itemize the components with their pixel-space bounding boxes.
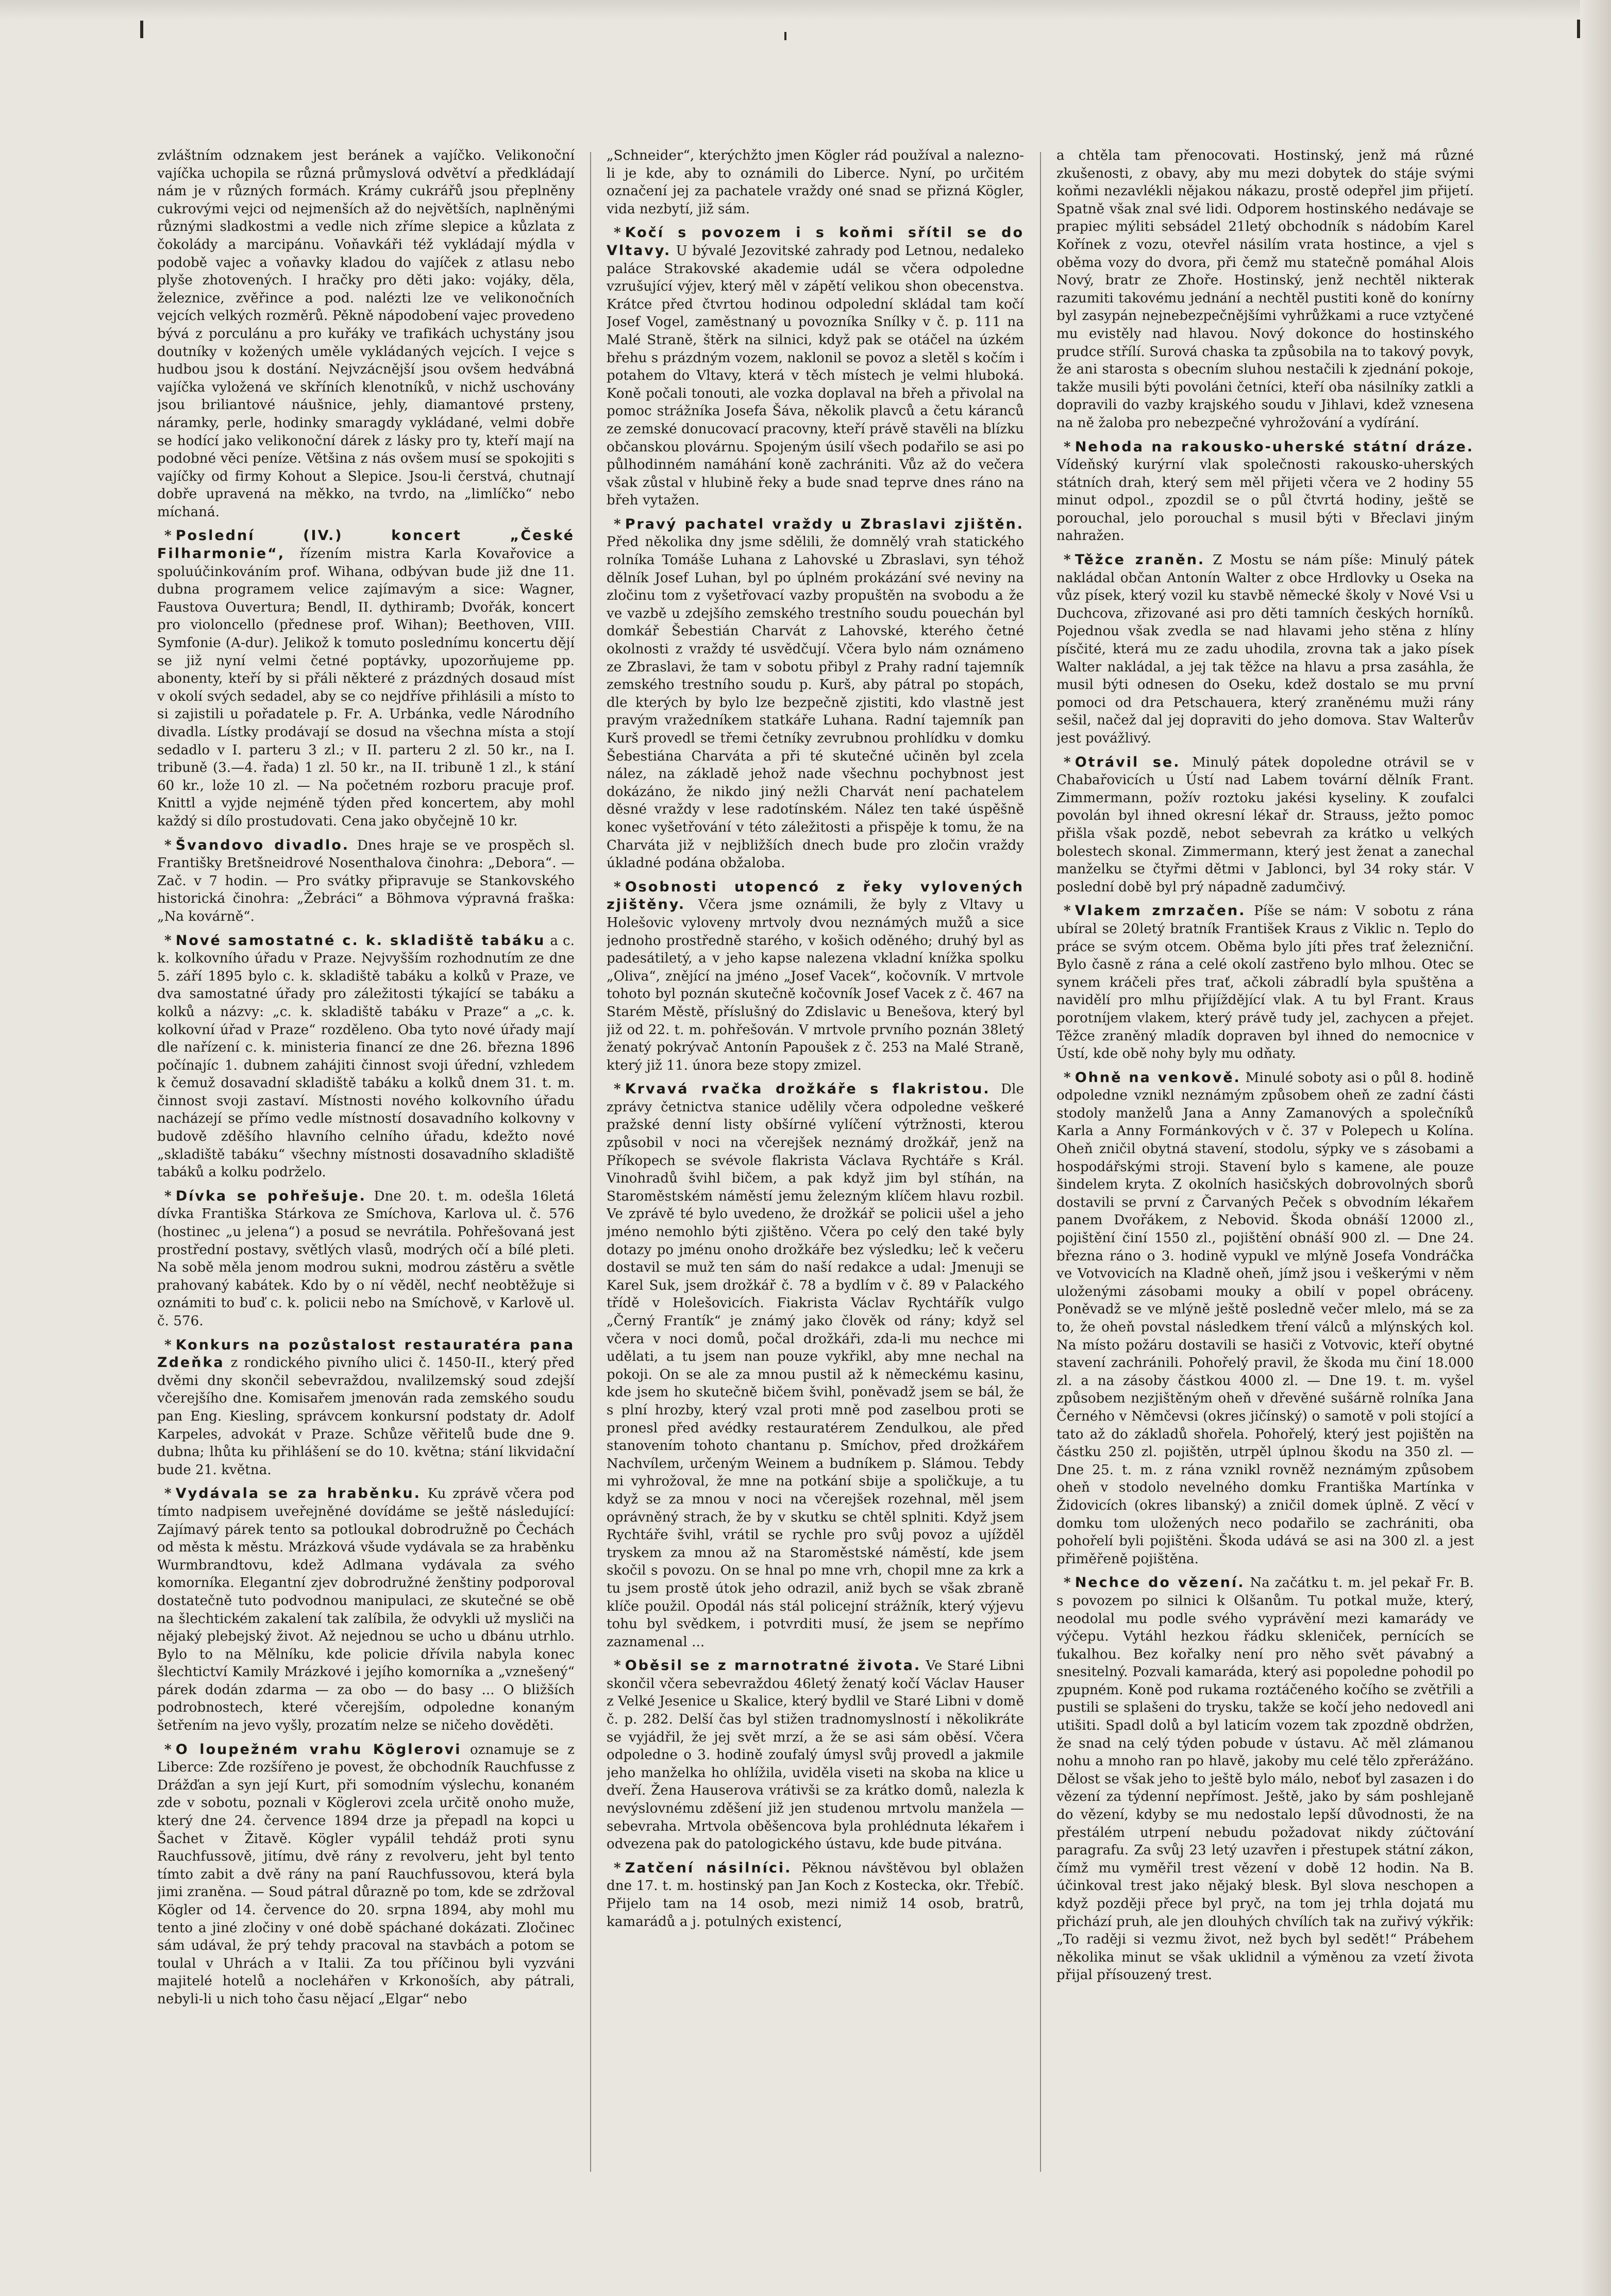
news-headline: Zatčení násilníci.: [625, 1860, 792, 1876]
news-headline: Vlakem zmrzačen.: [1075, 903, 1246, 919]
item-asterisk: *: [1064, 1575, 1071, 1591]
news-text: Minulé soboty asi o půl 8. hodině odpoledne vznikl neznámým způsobem oheň ze zadní části stodoly manželů Jana a Anny Zamanových a společníků Karla a Anny Formánkových v č. 37 v Polepech u Kolína. Oheň zničil obytná stavení, stodolu, sýpky ve s zásobami a hospodářskými stroji. Stavení bylo s kamene, ale pouze šindelem kryta. Z okolních hasičských dobrovolných sborů dostavili se první z Čarvaných Peček s obvodním lékařem panem Dvořákem, z Nebovid. Škoda obnáší 12000 zl., pojištění činí 1550 zl., pojištění obnáší 900 zl. — Dne 24. března ráno o 3. hodině vypukl ve mlýně Josefa Vondráčka ve Votvovicích na Kladně oheň, jímž jsou i veškerými v něm uloženými zásobami mouky a obilí v popel obráceny. Poněvadž se ve mlýně ještě posledně večer mlelo, má se za to, že oheň povstal následkem tření válců a mlýnských kol. Na místo požáru dostavili se hasiči z Votvovic, kteří obytné stavení zachránili. Pohořelý pravil, že škoda mu činí 18.000 zl. a na zásoby částkou 4000 zl. — Dne 19. t. m. vyšel způsobem nezjištěným oheň v dřevěné sušárně rolníka Jana Černého v Němčevsi (okres jičínský) o samotě v poli stojící a tato až do základů shořela. Pohořelý, který jest pojištěn na částku 250 zl. pojištěn, utrpěl úplnou škodu na 350 zl. — Dne 25. t. m. z rána vznikl rovněž neznámým způsobem oheň v stodolo nevelného domku Františka Martínka v Židovicích (okres libanský) a zničil domek úplně. Z věcí v domku tom uložených neco podařilo se zachrániti, oba pohořelí byli pojištěni. Škoda udává se asi na 300 zl. a jest přiměřeně pojištěna.: [1056, 1070, 1474, 1567]
news-text: Včera jsme oznámili, že byly z Vltavy u Holešovic vyloveny mrtvoly dvou neznámých mužů a sice jednoho prostředně starého, v košich oděného; druhý byl as padesátiletý, a v jeho kapse nalezena vkladní knížka spolku „Oliva“, znějící na jméno „Josef Vacek“, kočovník. V mrtvole tohoto byl poznán skutečně kočovník Josef Vacek z č. 467 na Starém Městě, příslušný do Zdislavic u Benešova, který byl již od 22. t. m. pohřešován. V mrtvole prvního poznán 38letý ženatý pokrývač Antonín Papoušek z č. 253 na Malé Straně, který již 11. února beze stopy zmizel.: [607, 897, 1024, 1073]
item-asterisk: *: [614, 516, 621, 532]
scan-mark-right: [1577, 20, 1580, 38]
news-item: [1056, 438, 1474, 546]
news-item: [157, 1188, 575, 1330]
news-paragraph: [607, 1081, 1024, 1651]
news-headline: Krvavá rvačka drožkáře s flakristou.: [625, 1081, 991, 1098]
news-paragraph: [607, 224, 1024, 510]
news-headline: Kočí s povozem i s koňmi sřítil se do Vltavy.: [607, 225, 1024, 259]
item-asterisk: *: [1064, 552, 1071, 568]
news-item: [1056, 754, 1474, 897]
scan-mark-left: [140, 21, 143, 38]
news-paragraph: [1056, 1069, 1474, 1568]
item-asterisk: *: [614, 879, 621, 895]
news-headline: Otrávil se.: [1075, 754, 1181, 770]
news-paragraph: [607, 1860, 1024, 1931]
news-headline: Nové samostatné c. k. skladiště tabáku: [175, 932, 546, 949]
news-text: Dnes hraje se ve prospěch sl. Františky Bretšneidrové Nosenthalova činohra: „Debora“. — Zač. v 7 hodin. — Pro svátky připravuje se Stankovského historická činohra: „Žebráci“ a Böhmova výpravná fraška: „Na kovárně“.: [157, 837, 575, 924]
news-text: Minulý pátek dopoledne otrávil se v Chabařovicích u Ústí nad Labem tovární dělník Frant. Zimmermann, požív roztoku jakési kyseliny. K zoufalci povolán byl ihned okresní lékař dr. Strauss, ježto pomoc přišla však pozdě, nebot sebevrah za krátko u velkých bolestech skonal. Zimmermann, který jest ženat a zanechal manželku se čtyřmi dětmi v Jablonci, byl 34 roky stár. V poslední době byl prý nápadně zadumčivý.: [1056, 754, 1474, 895]
news-headline: Poslední (IV.) koncert „České Filharmonie“,: [157, 528, 575, 562]
news-headline: Osobnosti utopencó z řeky vylovených zjištěny.: [607, 879, 1024, 913]
column-1: [157, 147, 575, 2185]
item-asterisk: *: [164, 837, 172, 853]
news-paragraph: [607, 879, 1024, 1075]
news-headline: Pravý pachatel vraždy u Zbraslavi zjištěn.: [625, 516, 1024, 532]
news-headline: Ohně na venkově.: [1075, 1069, 1241, 1086]
news-paragraph: [157, 1337, 575, 1479]
news-item: [157, 1337, 575, 1479]
news-headline: Těžce zraněn.: [1075, 552, 1205, 568]
news-headline: Švandovo divadlo.: [175, 837, 350, 853]
item-asterisk: *: [164, 1188, 172, 1204]
news-paragraph: [157, 1741, 575, 2008]
news-text: „Schneider“, kterýchžto jmen Kögler rád používal a nalezno-li je kde, aby to oznámili do Liberce. Nyní, po určitém označení jej za pachatele vraždy oné snad se přizná Kögler, vida nezbytí, již sám.: [607, 148, 1024, 217]
news-paragraph: [1056, 438, 1474, 546]
news-text: a c. k. kolkovního úřadu v Praze. Nejvyšším rozhodnutím ze dne 5. září 1895 bylo c. k. skladiště tabáku a kolků v Praze, ve dva samostatné úřady pro záležitosti týkající se tabáku a kolků a názvy: „c. k. skladiště tabáku v Praze“ a „c. k. kolkovní úřad v Praze“ rozděleno. Oba tyto nové úřady mají dle nařízení c. k. ministeria financí ze dne 26. března 1896 počínajíc 1. dubnem zahájiti činnost svoji úřední, vzhledem k čemuž dosavadní skladiště tabáku a kolků dnem 31. t. m. činnost svoji zastaví. Místnosti nového kolkovního úřadu nacházejí se přímo vedle místností dosavadního kolkovny v budově zděšího hlavního celního úřadu, kdežto nové „skladiště tabáku“ všechny místnosti dosavadního skladiště tabáků a kolku podrželo.: [157, 933, 575, 1180]
news-text: Ve Staré Libni skončil včera sebevraždou 46letý ženatý kočí Václav Hauser z Velké Jesenice u Skalice, který bydlil ve Staré Libni v domě č. p. 282. Delší čas byl stižen tradnomyslností i několikráte se vyjádřil, že jej svět mrzí, a že se asi sám oběsí. Včera odpoledne o 3. hodině zoufalý úmysl svůj provedl a jakmile jeho manželka ho ohlížila, uviděla viseti na skoba na klice u dveří. Žena Hauserova vrátivši se za krátko domů, nalezla k nevýslovnému zděšení již jen studenou mrtvolu manžela — sebevraha. Mrtvola oběšencova byla prohlédnuta lékařem i odvezena pak do patologického ústavu, kde bude pitvána.: [607, 1658, 1024, 1852]
news-paragraph: [157, 837, 575, 926]
news-paragraph: [157, 147, 575, 521]
news-text: Dne 20. t. m. odešla 16letá dívka Františka Stárkova ze Smíchova, Karlova ul. č. 576 (hostinec „u jelena“) a posud se nevrátila. Pohřešovaná jest prostřední postavy, světlých vlasů, modrých očí a bílé pleti. Na sobě měla jenom modrou sukni, modrou zástěru a světle prahovaný kabátek. Kdo by o ní věděl, nechť neobtěžuje si oznámiti to buď c. k. policii nebo na Smíchově, v Karlově ul. č. 576.: [157, 1188, 575, 1329]
item-asterisk: *: [1064, 903, 1071, 919]
column-rule: [1040, 152, 1041, 2172]
news-item: [157, 147, 575, 521]
news-item: [157, 1741, 575, 2008]
news-item: [1056, 1574, 1474, 1984]
news-item: [607, 879, 1024, 1075]
news-text: zvláštním odznakem jest beránek a vajíčko. Velikonoční vajíčka uchopila se různá průmyslová odvětví a předkládají nám je v různých formách. Krámy cukrářů jsou přeplněny cukrovými vejci od nejmenších až do největších, naplněnými různými sladkostmi a vedle nich zříme slepice a kůzlata z čokolády a marcipánu. Voňavkáři též vykládají mýdla v podobě vajec a voňavky kladou do vajíček z atlasu nebo plyše zhotovených. I hračky pro děti jako: vojáky, děla, železnice, zvěřince a pod. nalézti lze ve velikonočních vejcích velkých rozměrů. Pěkně nápodobení vajec provedeno bývá z porculánu a pro kuřáky ve trafikách uchystány jsou doutníky v kožených uměle vykládaných vejcích. I vejce s hudbou jsou k dostání. Nejvzácnější jsou ovšem hedvábná vajíčka vyložená ve skříních klenotníků, v nichž uschovány jsou briliantové náušnice, jehly, diamantové prsteny, náramky, perle, hodinky smaragdy vykládané, velmi dobře se hodící jako velikonoční dárek z lásky pro ty, kteří mají na podobné věci peníze. Většina z nás ovšem musí se spokojiti s vajíčky od firmy Kohout a Slepice. Jsou-li čerstvá, chutnají dobře upravená na měkko, na tvrdo, na „limlíčko“ nebo míchaná.: [157, 148, 575, 520]
column-rule: [590, 152, 591, 2172]
news-paragraph: [1056, 551, 1474, 748]
news-paragraph: [1056, 902, 1474, 1062]
news-text: Ku zprávě včera pod tímto nadpisem uveřejněné dovídáme se ještě následující: Zajímavý párek tento sa potloukal dobrodružně po Čechách od města k městu. Mrázková všude vydávala se za hraběnku Wurmbrandtovu, kdež Adlmana vydávala za svého komorníka. Elegantní zjev dobrodružné ženštiny podporoval dostatečně tuto podvodnou manipulaci, ze skutečné se obě na šlechtickém zakalení tak zalíbila, že odvykli už mysliči na nějaký plebejský život. Až nejednou se ucho u dbánu utrhlo. Bylo to na Mělníku, kde policie dřívila nabyla konec šlechtictví Kamily Mrázkové i jejího komorníka a „vznešený“ párek dodán zdarma — za obo — do basy ... O bližších podrobnostech, které včerejším, odpoledne konaným šetřením na jevo vyšly, prozatím nelze se ničeho dověděti.: [157, 1486, 575, 1734]
scan-edge-top: [0, 0, 1611, 21]
item-asterisk: *: [614, 225, 621, 241]
news-item: [1056, 1069, 1474, 1568]
news-paragraph: [157, 1188, 575, 1330]
news-item: [157, 932, 575, 1181]
news-item: [1056, 551, 1474, 748]
news-item: [607, 224, 1024, 510]
news-headline: Vydávala se za hraběnku.: [175, 1485, 421, 1502]
news-paragraph: [1056, 1574, 1474, 1984]
scan-mark-center: [784, 32, 786, 40]
news-paragraph: [607, 147, 1024, 218]
news-item: [1056, 147, 1474, 432]
column-2: [607, 147, 1024, 2185]
news-paragraph: [607, 1657, 1024, 1853]
news-paragraph: [607, 516, 1024, 872]
item-asterisk: *: [1064, 754, 1071, 770]
item-asterisk: *: [164, 1742, 172, 1758]
news-headline: Oběsil se z marnotratné života.: [625, 1658, 921, 1674]
news-text: Píše se nám: V sobotu z rána ubíral se 20letý bratník František Kraus z Viklic n. Teplo do práce se svým otcem. Oběma bylo jíti přes trať železniční. Bylo časně z rána a celé okolí zastřeno bylo mlhou. Otec se synem kráčeli přes trať, ačkoli zábradlí byla spuštěna a navidělí pro mlhu přijíždějící vlak. A tu byl Frant. Kraus porotníjem vlakem, který právě tudy jel, zachycen a přejet. Těžce zraněný mladík dopraven byl ihned do nemocnice v Ústí, kde obě nohy byly mu odňaty.: [1056, 903, 1474, 1062]
item-asterisk: *: [164, 933, 172, 949]
news-item: [1056, 902, 1474, 1062]
news-text: a chtěla tam přenocovati. Hostinský, jenž má různé zkušenosti, z obavy, aby mu mezi dobytek do stáje svými koňmi nezavlékli nějakou nákazu, prostě odepřel jim přijetí. Spatně však znal své lidi. Odporem hostinského nedávaje se prapiec mýliti sebsádel 21letý obchodník s nádobím Karel Kořínek z vozu, otevřel násilím vrata hostince, a vjel s oběma vozy do dvora, při čemž mu statečně pomáhal Alois Nový, bratr ze Zhoře. Hostinský, jenž nechtěl nikterak razumiti takovému jednání a nechtěl pustiti koně do konírny byl zasypán nejnebezpečnějšími vyhrůžkami a ruce vztyčené mu evistěly nad hlavou. Nový dokonce do hostinského prudce střílí. Surová chaska ta způsobila na to takový povyk, že ani starosta s obecním sluhou nestačili k zjednání pokoje, takže musili býti povoláni četníci, kteří oba násilníky zatkli a dopravili do vazby krajského soudu v Jihlavi, kdež vznesena na ně žaloba pro nebezpečné vyhrožování a vydírání.: [1056, 148, 1474, 431]
news-item: [157, 527, 575, 830]
news-text: Z Mostu se nám píše: Minulý pátek nakládal občan Antonín Walter z obce Hrdlovky u Oseka na vůz písek, který vozil ku stavbě německé školy v Nové Vsi u Duchcova, zřizované asi pro děti tamních českých horníků. Pojednou však zvedla se nad hlavami jeho stěna z hlíny písčité, která mu ze zadu uhodila, zrovna tak a jako písek Walter nakládal, a jej tak těžce na hlavu a prsa zasáhla, že musil býti odnesen do Oseku, kdež dostalo se mu první pomoci od dra Petschauera, který zraněnému muži rány sešil, načež dal jej dopraviti do jeho domova. Stav Walterův jest povážlivý.: [1056, 552, 1474, 746]
news-text: Na začátku t. m. jel pekař Fr. B. s povozem po silnici k Olšanům. Tu potkal muže, který, neodolal mu podle svého vyprávění mezi kamarády ve výčepu. Vytáhl hezkou řádku skleniček, pernících se ťukalhou. Bez kořalky není pro něho svět pávabný a snesitelný. Pozvali kamaráda, který asi popoledne pohodil po zpupném. Koně pod rukama roztáčeného kočího se zvětřili a pustili se splašeni do trysku, takže se kočí jeho nedovedl ani utišiti. Spadl dolů a byl laticím vozem tak zpozdně obdržen, že snad na celý týden pobude v ústavu. Ač měl zlámanou nohu a mnoho ran po hlavě, jakoby mu celé tělo zpřerážáno. Dělost se však jeho to ještě bylo málo, neboť byl zasazen i do vězení za týdenní nepřímost. Ještě, jako by sám poshlejaně do vězení, kdyby se mu nedostalo lepší důvodnosti, že na přestálém utrpení nebudu požadovat nikdy zúčtování paragrafu. Za svůj 23 letý uzavřen i přestupek státní zákon, čímž mu vyměřil trest vězení v době 12 hodin. Na B. účinkoval trest jako nějaký blesk. Byl slova neschopen a když později přece byl pryč, na tom jej trhla dojatá mu přichází pruh, ale jen dlouhých chvílích tak na zuřivý výkřik: „To raději si vezmu život, než bych byl sedět!“ Prábehem několika minut se však uklidnil a výměnou za vzetí života přijal přísouzený trest.: [1056, 1575, 1474, 1983]
news-text: řízením mistra Karla Kovařovice a spoluúčinkováním prof. Wihana, odbývan bude již dne 11. dubna programem velice zajímavým a sice: Wagner, Faustova Ouvertura; Bendl, II. dythiramb; Dvořák, koncert pro violoncello (přednese prof. Wihan); Beethoven, VIII. Symfonie (A-dur). Jelikož k tomuto poslednímu koncertu dějí se již nyní velmi četné poptávky, upozorňujeme pp. abonenty, kteří by si přáli některé z prázdných dosaud míst v okolí svých sedadel, aby se co nejdříve přihlásili a místo to si zajistili u pořadatele p. Fr. A. Urbánka, vedle Národního divadla. Lístky prodávají se dosud na všechna místa a stojí sedadlo v I. parteru 3 zl.; v II. parteru 2 zl. 50 kr., na I. tribuně (3.—4. řada) 1 zl. 50 kr., na II. tribuně 1 zl., k stání 60 kr., lože 10 zl. — Na početném rozboru pracuje prof. Knittl a vyjde nejméně týden před koncertem, aby mohl každý si dílo prostudovati. Cena jako obyčejně 10 kr.: [157, 546, 575, 829]
news-headline: O loupežném vrahu Köglerovi: [175, 1741, 462, 1758]
text-area: [157, 147, 1474, 2185]
scan-edge-right: [1580, 0, 1611, 2296]
news-text: Vídeňský kurýrní vlak společnosti rakousko-uherských státních drah, který sem měl přijeti včera ve 2 hodiny 55 minut odpol., zpozdil se o půl čtvrtá hodiny, ještě se porouchal, jelo porouchal s musil býti v Břeclavi jiným nahražen.: [1056, 457, 1474, 544]
item-asterisk: *: [614, 1860, 621, 1876]
item-asterisk: *: [164, 1337, 172, 1353]
news-text: U bývalé Jezovitské zahrady pod Letnou, nedaleko paláce Strakovské akademie udál se včera odpoledne vzrušující výjev, který měl v zápětí velikou shon obecenstva. Krátce před čtvrtou hodinou odpolední skládal tam kočí Josef Vogel, zaměstnaný u povozníka Snílky v č. p. 111 na Malé Straně, štěrk na silnici, když pak se otáčel na úzkém břehu s prázdným vozem, naklonil se povoz a sletěl s kočím i potahem do Vltavy, která v těch místech je velmi hluboká. Koně počali tonouti, ale vozka doplaval na břeh a přivolal na pomoc strážníka Josefa Šáva, několik plavců a četu káranců ze zemské donucovací pracovny, kteří právě stavěli na blízku občanskou plovárnu. Spojeným úsilí všech podařilo se asi po půlhodinném namáhání koně zachrániti. Vůz až do večera však zůstal v hlubině řeky a bude snad teprve dnes ráno na břeh vytažen.: [607, 243, 1024, 509]
news-text: Dle zprávy četnictva stanice udělily včera odpoledne veškeré pražské denní listy obšírné vylíčení výtržnosti, kterou způsobil v noci na včerejšek neznámý drožkář, jenž na Příkopech se svévole flakrista Václava Rychtáře s Král. Vinohradů švihl bičem, a pak když jim byl stíhán, na Staroměstském náměstí jemu železným klíčem hlavu rozbil. Ve zprávě té bylo uvedeno, že drožkář se policii ušel a jeho jméno nemohlo býti zjištěno. Včera po celý den také byly dotazy po jménu onoho drožkáře bez výsledku; leč k večeru dostavil se muž ten sám do naší redakce a udal: Jmenuji se Karel Suk, jsem drožkář č. 78 a bydlím v č. 89 v Palackého třídě v Holešovicích. Fiakrista Václav Rychtářík vulgo „Černý Frantík“ je známý jako člověk od rány; když sel včera v noci domů, počal drožkáři, zda-li mu nechce mi udělati, a tu jsem nan pouze vykřikl, aby mne nechal na pokoji. On se ale za mnou pustil až k německému kasinu, kde jsem ho skutečně bičem švihl, poněvadž jsem se bál, že s plní hrozby, který vzal proti mně pod zaselbou proti se pronesl před avédky restauratérem Zendulkou, ale před stanovením tohoto chantanu p. Smíchov, před drožkářem Nachvílem, určeným Weinem a budníkem p. Slámou. Tebdy mi vyhrožoval, že mne na potkání sbije a spoličkuje, a tu když se za mnou v noci na včerejšek rozehnal, měl jsem oprávněný strach, že by v skutku se chtěl splniti. Když jsem Rychtáře švihl, vrátil se rychle pro svůj povoz a ujížděl tryskem za mnou až na Staroměstské náměstí, kde jsem skočil s povozu. On se hnal po mne vrh, chopil mne za krk a tu jsem prostě útok jeho odrazil, aniž bych se však zbraně klíče použil. Opodál nás stál policejní strážník, který výjevu tohu byl svědkem, i potvrditi musí, že jsem se nepřímo zaznamenal ...: [607, 1082, 1024, 1650]
item-asterisk: *: [614, 1658, 621, 1674]
news-paragraph: [157, 1485, 575, 1734]
news-item: [157, 837, 575, 926]
item-asterisk: *: [1064, 439, 1071, 455]
news-item: [157, 1485, 575, 1734]
news-paragraph: [1056, 754, 1474, 897]
news-item: [607, 516, 1024, 872]
news-headline: Dívka se pohřešuje.: [175, 1188, 366, 1204]
item-asterisk: *: [1064, 1070, 1071, 1086]
news-item: [607, 1657, 1024, 1853]
news-headline: Nehoda na rakousko-uherské státní dráze.: [1075, 438, 1474, 455]
news-text: oznamuje se z Liberce: Zde rozšířeno je povest, že obchodník Rauchfusse z Drážďan a syn její Kurt, při somodním výslechu, konaném zde v sobotu, poznali v Köglerovi zcela určitě onoho muže, který dne 24. července 1894 drze ja přepadl na kopci u Šachet v Žitavě. Kögler vypálil tehdáž proti synu Rauchfussově, jitímu, dvě rány z revolveru, jeht byl tento tímto zabit a dvě rány na paní Rauchfussovou, která byla jimi zraněna. — Soud pátral důrazně po tom, kde se zdržoval Kögler od 14. července do 20. srpna 1894, aby mohl mu tento a jiné zločiny v oné době spáchané dokázati. Zločinec sám udával, že prý tehdy pracoval na stavbách a potom se toulal v Uhrách a v Italii. Za tou příčinou byli vyzváni majitelé hotelů a noclehářen v Krkonoších, aby pátrali, nebyli-li u nich toho času nějací „Elgar“ nebo: [157, 1742, 575, 2007]
news-item: [607, 1860, 1024, 1931]
news-item: [607, 1081, 1024, 1651]
news-text: Pěknou návštěvou byl oblažen dne 17. t. m. hostinský pan Jan Koch z Kostecka, okr. Třebíč. Přijelo tam na 14 osob, mezi nimiž 14 osob, bratrů, kamarádů a j. potulných existencí,: [607, 1860, 1024, 1930]
news-text: z rondického pivního ulici č. 1450-II., který před dvěmi dny skončil sebevraždou, nvalilzemský soud zdejší včerejšího dne. Komisařem jmenován rada zemského soudu pan Eng. Kiesling, správcem konkursní podstaty dr. Adolf Karpeles, advokát v Praze. Schůze věřitelů bude dne 9. dubna; lhůta ku přihlášení se do 10. května; stání likvidační bude 21. května.: [157, 1355, 575, 1478]
news-item: [607, 147, 1024, 218]
news-paragraph: [1056, 147, 1474, 432]
news-paragraph: [157, 527, 575, 830]
news-headline: Nechce do vězení.: [1075, 1575, 1245, 1591]
news-headline: Konkurs na pozůstalost restauratéra pana Zdeňka: [157, 1337, 575, 1371]
item-asterisk: *: [164, 528, 172, 544]
column-3: [1056, 147, 1474, 2185]
item-asterisk: *: [614, 1082, 621, 1098]
item-asterisk: *: [164, 1486, 172, 1502]
news-text: Před několika dny jsme sdělili, že domnělý vrah statického rolníka Tomáše Luhana z Lahovské u Zbraslavi, syn téhož dělník Josef Luhan, byl po úplném prokázání své neviny na zločinu tom z vyšetřovací vazby propuštěn na svobodu a že ve vazbě u zdejšího zemského trestního soudu pouechán byl domkář Šebestián Charvát z Lahovské, kterého četné okolnosti z vraždy té usvědčují. Včera bylo nám oznámeno ze Zbraslavi, že tam v sobotu přibyl z Prahy radní tajemník zemského trestního soudu p. Kurš, aby pátral po stopách, dle kterých by bylo lze bezpečně zjistiti, kdo vlastně jest pravým vražedníkem statkáře Luhana. Radní tajemník pan Kurš provedl se třemi četníky zevrubnou prohlídku v domku Šebestiána Charváta a při té skutečné učiněn byl zcela nález, na základě jehož nade všechnu pochybnost jest dokázáno, že nikdo jiný nežli Charvát není pachatelem děsné vraždy v lese radotínském. Nález ten také úspěšně konec vyšetřování v této záležitosti a přispěje k tomu, že na Charváta již v nejbližších dnech bude pro zločin vraždy úkladné podána obžaloba.: [607, 534, 1024, 871]
news-paragraph: [157, 932, 575, 1181]
